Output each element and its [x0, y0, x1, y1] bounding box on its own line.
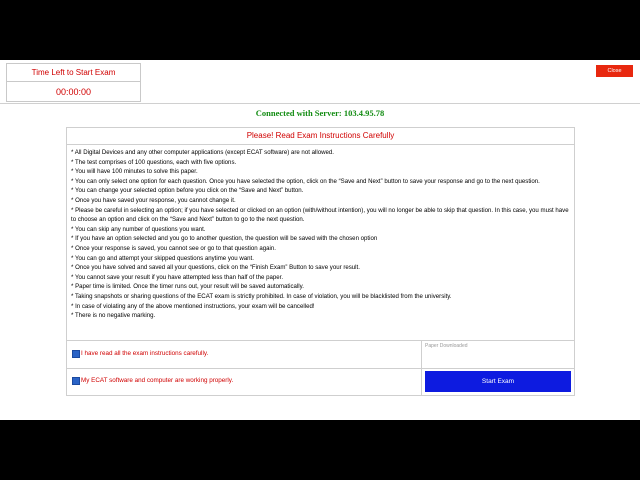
software-working-checkbox[interactable] [72, 377, 80, 385]
exam-screen [0, 60, 640, 420]
timer-label: Time Left to Start Exam [7, 64, 140, 82]
instruction-item: * Paper time is limited. Once the timer runs out, your result will be saved automatically. [71, 283, 304, 291]
instruction-item: * You will have 100 minutes to solve this paper. [71, 168, 198, 176]
start-panel [421, 341, 575, 396]
instruction-item: * Once your response is saved, you cannot see or go to that question again. [71, 244, 276, 252]
confirmation-area [67, 340, 574, 396]
close-button[interactable]: Close [596, 65, 633, 77]
timer-value: 00:00:00 [55, 87, 92, 97]
instruction-item: * If you have an option selected and you go to another question, the question will be saved with the chosen option [71, 235, 378, 243]
instruction-item: * Taking snapshots or sharing questions of the ECAT exam is strictly prohibited. In case of violation, you will be blacklisted from the university. [71, 292, 452, 300]
instruction-item: * You cannot save your result if you have attempted less than half of the paper. [71, 273, 284, 281]
instruction-item: * Once you have saved your response, you cannot change it. [71, 196, 236, 204]
instruction-item: * You can skip any number of questions you want. [71, 225, 206, 233]
header-divider [0, 103, 640, 104]
instruction-item: * Once you have solved and saved all your questions, click on the “Finish Exam” Button to save your result. [71, 264, 360, 272]
read-instructions-label[interactable]: I have read all the exam instructions carefully. [81, 350, 209, 357]
paper-status: Paper Downloaded [425, 343, 468, 349]
instruction-item: * In case of violating any of the above mentioned instructions, your exam will be cancelled! [71, 302, 315, 310]
panel-title: Please! Read Exam Instructions Carefully [67, 128, 574, 145]
instruction-item: * There is no negative marking. [71, 312, 156, 320]
instruction-item: * You can go and attempt your skipped questions anytime you want. [71, 254, 254, 262]
timer-panel [6, 63, 141, 102]
instruction-item: * You can only select one option for each question. Once you have selected the option, click on the “Save and Next” button to save your response and go to the next question. [71, 177, 540, 185]
start-exam-button[interactable]: Start Exam [425, 371, 571, 392]
instructions-list [67, 145, 574, 339]
software-working-label[interactable]: My ECAT software and computer are working properly. [81, 377, 234, 384]
instruction-item: * Please be careful in selecting an option; if you have selected or clicked on an option (with/without intention), you will no longer be able to skip that question. In this case, you must have to choose an option and click on the “Save and Next” button to go to the next question. [71, 206, 569, 224]
server-status: Connected with Server: 103.4.95.78 [255, 108, 385, 118]
instruction-item: * The test comprises of 100 questions, each with five options. [71, 158, 237, 166]
instructions-panel [66, 127, 575, 396]
instruction-item: * All Digital Devices and any other computer applications (except ECAT software) are not allowed. [71, 149, 334, 156]
read-instructions-checkbox[interactable] [72, 350, 80, 358]
instruction-item: * You can change your selected option before you click on the “Save and Next” button. [71, 187, 304, 195]
